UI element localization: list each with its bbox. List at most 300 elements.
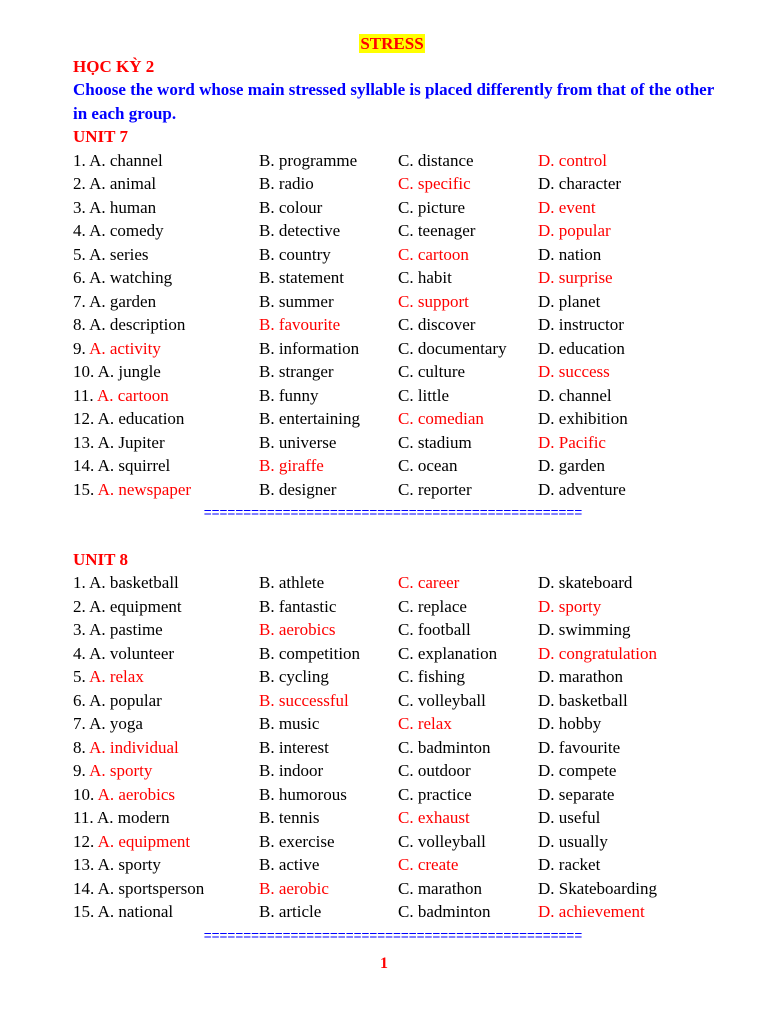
- option-text: C. badminton: [398, 902, 491, 921]
- option-cell: [398, 712, 538, 736]
- question-row: [73, 642, 723, 666]
- option-cell: [73, 384, 259, 408]
- option-cell: [538, 759, 723, 783]
- option-text: A. sportsperson: [97, 878, 205, 898]
- option-cell: [259, 830, 398, 854]
- page-title-text: STRESS: [360, 34, 424, 53]
- option-cell: [73, 595, 259, 619]
- option-text: B. stranger: [259, 362, 334, 381]
- option-cell: [73, 665, 259, 689]
- option-text: A. human: [89, 197, 157, 217]
- worksheet-page: [73, 32, 723, 947]
- question-number: 14.: [73, 878, 95, 898]
- option-cell: [538, 266, 723, 290]
- units-container: [73, 125, 723, 947]
- option-cell: [538, 243, 723, 267]
- answer-option: B. aerobic: [259, 878, 329, 898]
- answer-option: C. create: [398, 855, 459, 874]
- option-text: D. channel: [538, 385, 612, 405]
- option-text: C. culture: [398, 362, 466, 381]
- option-text: B. cycling: [259, 667, 329, 686]
- option-text: B. athlete: [259, 573, 325, 592]
- question-row: [73, 149, 723, 173]
- option-cell: [259, 407, 398, 431]
- option-text: B. indoor: [259, 761, 324, 780]
- option-cell: [398, 830, 538, 854]
- option-cell: [73, 736, 259, 760]
- option-cell: [259, 431, 398, 455]
- option-cell: [73, 313, 259, 337]
- option-text: B. designer: [259, 479, 337, 499]
- option-text: D. nation: [538, 244, 602, 264]
- option-cell: [259, 196, 398, 220]
- question-number: 7.: [73, 291, 86, 311]
- option-cell: [259, 783, 398, 807]
- option-cell: [398, 618, 538, 642]
- option-cell: [259, 689, 398, 713]
- option-text: A. Jupiter: [97, 432, 165, 452]
- question-number: 4.: [73, 643, 86, 663]
- option-text: A. popular: [89, 690, 162, 710]
- answer-option: C. support: [398, 291, 469, 311]
- option-text: B. colour: [259, 197, 323, 217]
- answer-option: D. control: [538, 150, 607, 170]
- option-cell: [538, 571, 723, 595]
- option-text: A. squirrel: [97, 456, 171, 475]
- option-text: C. distance: [398, 150, 474, 170]
- option-cell: [538, 900, 723, 924]
- question-row: [73, 360, 723, 384]
- option-cell: [73, 571, 259, 595]
- question-row: [73, 266, 723, 290]
- option-text: C. picture: [398, 197, 466, 217]
- option-cell: [259, 219, 398, 243]
- question-row: [73, 806, 723, 830]
- option-cell: [538, 290, 723, 314]
- option-text: B. detective: [259, 221, 341, 240]
- option-cell: [398, 877, 538, 901]
- answer-option: C. specific: [398, 174, 471, 193]
- question-number: 13.: [73, 855, 95, 874]
- option-text: D. hobby: [538, 714, 602, 733]
- question-row: [73, 243, 723, 267]
- option-text: C. badminton: [398, 737, 491, 757]
- option-cell: [73, 830, 259, 854]
- question-number: 3.: [73, 620, 86, 639]
- option-text: B. country: [259, 244, 331, 264]
- option-cell: [259, 149, 398, 173]
- answer-option: A. equipment: [97, 831, 191, 851]
- answer-option: D. surprise: [538, 268, 613, 287]
- option-cell: [398, 642, 538, 666]
- option-cell: [73, 149, 259, 173]
- option-cell: [259, 877, 398, 901]
- option-cell: [398, 736, 538, 760]
- question-number: 15.: [73, 479, 95, 499]
- option-text: A. basketball: [89, 573, 179, 592]
- option-cell: [259, 853, 398, 877]
- unit-section: [73, 548, 723, 948]
- option-text: A. jungle: [97, 362, 161, 381]
- option-text: A. garden: [89, 291, 157, 311]
- option-text: D. planet: [538, 291, 601, 311]
- question-row: [73, 712, 723, 736]
- option-text: A. yoga: [89, 714, 143, 733]
- question-row: [73, 407, 723, 431]
- answer-option: D. Pacific: [538, 432, 606, 452]
- answer-option: D. success: [538, 362, 610, 381]
- term-heading: HỌC KỲ 2: [73, 57, 155, 76]
- option-text: B. exercise: [259, 831, 335, 851]
- option-text: B. programme: [259, 150, 358, 170]
- option-text: D. racket: [538, 855, 601, 874]
- option-cell: [259, 595, 398, 619]
- option-cell: [538, 853, 723, 877]
- option-text: D. education: [538, 338, 625, 358]
- option-cell: [398, 360, 538, 384]
- question-number: 4.: [73, 221, 86, 240]
- page-number: 1: [380, 955, 388, 972]
- question-number: 7.: [73, 714, 86, 733]
- option-cell: [73, 219, 259, 243]
- answer-option: A. relax: [89, 667, 144, 686]
- option-cell: [73, 853, 259, 877]
- option-text: D. exhibition: [538, 409, 628, 428]
- option-cell: [538, 360, 723, 384]
- option-cell: [538, 806, 723, 830]
- answer-option: A. sporty: [89, 761, 153, 780]
- question-row: [73, 478, 723, 502]
- option-text: B. competition: [259, 643, 361, 663]
- option-cell: [73, 642, 259, 666]
- question-number: 5.: [73, 244, 86, 264]
- option-text: C. teenager: [398, 221, 476, 240]
- option-text: C. football: [398, 620, 471, 639]
- unit-section: [73, 125, 723, 525]
- answer-option: A. aerobics: [97, 784, 175, 804]
- question-number: 10.: [73, 784, 95, 804]
- question-row: [73, 290, 723, 314]
- question-number: 6.: [73, 268, 86, 287]
- option-cell: [73, 689, 259, 713]
- option-cell: [259, 172, 398, 196]
- page-title: [61, 32, 723, 55]
- option-cell: [73, 759, 259, 783]
- option-cell: [538, 877, 723, 901]
- option-cell: [259, 759, 398, 783]
- option-text: D. Skateboarding: [538, 878, 657, 898]
- option-text: A. description: [89, 315, 186, 334]
- answer-option: B. successful: [259, 690, 349, 710]
- answer-option: B. favourite: [259, 315, 341, 334]
- option-cell: [538, 337, 723, 361]
- option-text: D. basketball: [538, 690, 628, 710]
- option-text: C. ocean: [398, 456, 458, 475]
- question-row: [73, 454, 723, 478]
- option-cell: [73, 900, 259, 924]
- question-row: [73, 595, 723, 619]
- question-row: [73, 759, 723, 783]
- option-text: C. explanation: [398, 643, 498, 663]
- option-cell: [398, 571, 538, 595]
- option-text: B. universe: [259, 432, 337, 452]
- question-number: 13.: [73, 432, 95, 452]
- answer-option: C. exhaust: [398, 808, 470, 827]
- option-cell: [73, 266, 259, 290]
- option-text: A. pastime: [89, 620, 163, 639]
- question-row: [73, 689, 723, 713]
- answer-option: D. event: [538, 197, 596, 217]
- answer-option: A. activity: [89, 338, 161, 358]
- option-cell: [398, 454, 538, 478]
- option-cell: [398, 172, 538, 196]
- option-text: B. humorous: [259, 784, 347, 804]
- answer-option: D. popular: [538, 221, 611, 240]
- option-cell: [398, 478, 538, 502]
- answer-option: A. cartoon: [96, 385, 169, 405]
- option-text: D. skateboard: [538, 573, 633, 592]
- option-text: C. volleyball: [398, 690, 486, 710]
- answer-option: A. individual: [89, 737, 179, 757]
- question-row: [73, 384, 723, 408]
- option-text: B. article: [259, 902, 322, 921]
- question-number: 14.: [73, 456, 95, 475]
- option-cell: [398, 806, 538, 830]
- option-text: B. summer: [259, 291, 334, 311]
- option-text: C. habit: [398, 268, 452, 287]
- option-text: C. replace: [398, 596, 467, 616]
- option-cell: [538, 783, 723, 807]
- question-number: 11.: [73, 808, 94, 827]
- option-cell: [73, 877, 259, 901]
- option-text: D. garden: [538, 456, 606, 475]
- option-text: C. reporter: [398, 479, 472, 499]
- option-cell: [259, 243, 398, 267]
- question-number: 2.: [73, 596, 86, 616]
- option-text: B. active: [259, 855, 320, 874]
- question-row: [73, 877, 723, 901]
- option-cell: [73, 783, 259, 807]
- option-text: D. separate: [538, 784, 615, 804]
- answer-option: A. newspaper: [97, 479, 192, 499]
- option-cell: [538, 384, 723, 408]
- option-cell: [73, 337, 259, 361]
- option-text: B. funny: [259, 385, 319, 405]
- option-cell: [73, 618, 259, 642]
- option-cell: [73, 407, 259, 431]
- option-cell: [398, 595, 538, 619]
- option-cell: [538, 712, 723, 736]
- question-row: [73, 313, 723, 337]
- option-text: A. national: [97, 902, 174, 921]
- section-gap: [73, 525, 723, 548]
- question-row: [73, 571, 723, 595]
- option-text: D. favourite: [538, 737, 621, 757]
- option-cell: [73, 712, 259, 736]
- answer-option: C. comedian: [398, 409, 484, 428]
- answer-option: C. cartoon: [398, 244, 469, 264]
- question-row: [73, 736, 723, 760]
- option-text: C. outdoor: [398, 761, 471, 780]
- question-row: [73, 431, 723, 455]
- option-text: D. usually: [538, 831, 608, 851]
- option-text: C. discover: [398, 315, 476, 334]
- option-cell: [538, 219, 723, 243]
- option-text: D. adventure: [538, 479, 626, 499]
- option-text: C. documentary: [398, 338, 507, 358]
- option-cell: [538, 149, 723, 173]
- question-number: 3.: [73, 197, 86, 217]
- option-cell: [73, 196, 259, 220]
- option-text: C. practice: [398, 784, 472, 804]
- option-text: C. marathon: [398, 878, 483, 898]
- option-cell: [398, 313, 538, 337]
- option-cell: [538, 196, 723, 220]
- question-row: [73, 665, 723, 689]
- option-cell: [398, 407, 538, 431]
- option-text: C. fishing: [398, 667, 466, 686]
- option-cell: [259, 642, 398, 666]
- answer-option: D. achievement: [538, 902, 645, 921]
- option-cell: [259, 665, 398, 689]
- option-cell: [73, 454, 259, 478]
- option-cell: [538, 618, 723, 642]
- question-number: 9.: [73, 761, 86, 780]
- option-text: B. entertaining: [259, 409, 361, 428]
- option-cell: [73, 478, 259, 502]
- option-cell: [398, 431, 538, 455]
- option-cell: [259, 806, 398, 830]
- option-text: D. swimming: [538, 620, 631, 639]
- question-number: 6.: [73, 690, 86, 710]
- option-cell: [73, 243, 259, 267]
- option-text: D. compete: [538, 761, 617, 780]
- option-cell: [538, 454, 723, 478]
- option-cell: [73, 806, 259, 830]
- option-cell: [398, 759, 538, 783]
- option-text: D. instructor: [538, 315, 624, 334]
- option-text: A. channel: [89, 150, 163, 170]
- option-cell: [398, 196, 538, 220]
- option-text: A. modern: [96, 808, 170, 827]
- answer-option: C. relax: [398, 714, 452, 733]
- option-text: A. animal: [89, 174, 157, 193]
- question-row: [73, 853, 723, 877]
- answer-option: B. aerobics: [259, 620, 336, 639]
- question-number: 12.: [73, 409, 95, 428]
- option-text: A. sporty: [97, 855, 161, 874]
- question-row: [73, 337, 723, 361]
- instruction-text: Choose the word whose main stressed syllable is placed differently from that of the other in each group.: [73, 80, 714, 123]
- option-cell: [538, 736, 723, 760]
- option-cell: [538, 642, 723, 666]
- option-cell: [538, 478, 723, 502]
- section-separator: ================================================: [203, 927, 583, 943]
- option-cell: [398, 900, 538, 924]
- question-number: 2.: [73, 174, 86, 193]
- option-cell: [259, 736, 398, 760]
- option-cell: [538, 830, 723, 854]
- option-cell: [538, 313, 723, 337]
- option-cell: [259, 618, 398, 642]
- unit-heading: UNIT 8: [73, 549, 128, 569]
- option-text: B. music: [259, 714, 320, 733]
- option-cell: [259, 384, 398, 408]
- option-cell: [538, 595, 723, 619]
- option-cell: [398, 243, 538, 267]
- option-cell: [259, 360, 398, 384]
- option-text: A. volunteer: [89, 643, 175, 663]
- option-text: B. fantastic: [259, 596, 337, 616]
- option-cell: [398, 384, 538, 408]
- option-cell: [73, 360, 259, 384]
- option-cell: [398, 149, 538, 173]
- option-cell: [259, 337, 398, 361]
- question-row: [73, 830, 723, 854]
- option-cell: [259, 478, 398, 502]
- question-row: [73, 196, 723, 220]
- option-text: A. equipment: [89, 596, 182, 616]
- option-cell: [398, 337, 538, 361]
- option-cell: [259, 290, 398, 314]
- option-cell: [259, 900, 398, 924]
- question-row: [73, 618, 723, 642]
- option-cell: [538, 689, 723, 713]
- option-cell: [398, 853, 538, 877]
- option-text: C. little: [398, 385, 449, 405]
- question-row: [73, 900, 723, 924]
- question-row: [73, 783, 723, 807]
- option-text: C. stadium: [398, 432, 472, 452]
- question-number: 5.: [73, 667, 86, 686]
- question-number: 1.: [73, 573, 86, 592]
- option-cell: [538, 665, 723, 689]
- question-row: [73, 219, 723, 243]
- answer-option: D. sporty: [538, 596, 602, 616]
- option-cell: [73, 172, 259, 196]
- option-cell: [259, 571, 398, 595]
- option-cell: [259, 712, 398, 736]
- option-text: B. radio: [259, 174, 314, 193]
- option-text: D. marathon: [538, 667, 623, 686]
- option-cell: [538, 431, 723, 455]
- question-number: 9.: [73, 338, 86, 358]
- question-number: 8.: [73, 737, 86, 757]
- question-number: 11.: [73, 385, 94, 405]
- unit-heading: UNIT 7: [73, 127, 128, 146]
- question-row: [73, 172, 723, 196]
- option-cell: [398, 266, 538, 290]
- option-text: B. information: [259, 338, 360, 358]
- question-number: 8.: [73, 315, 86, 334]
- option-cell: [259, 454, 398, 478]
- option-cell: [398, 219, 538, 243]
- question-number: 15.: [73, 902, 95, 921]
- option-text: A. education: [97, 409, 185, 428]
- option-text: D. character: [538, 174, 622, 193]
- option-text: B. statement: [259, 268, 344, 287]
- option-cell: [398, 783, 538, 807]
- question-number: 10.: [73, 362, 95, 381]
- question-number: 1.: [73, 150, 86, 170]
- option-cell: [398, 665, 538, 689]
- option-cell: [538, 407, 723, 431]
- question-number: 12.: [73, 831, 95, 851]
- section-separator: ================================================: [203, 505, 583, 520]
- option-text: A. series: [89, 244, 149, 264]
- option-cell: [398, 689, 538, 713]
- answer-option: D. congratulation: [538, 643, 657, 663]
